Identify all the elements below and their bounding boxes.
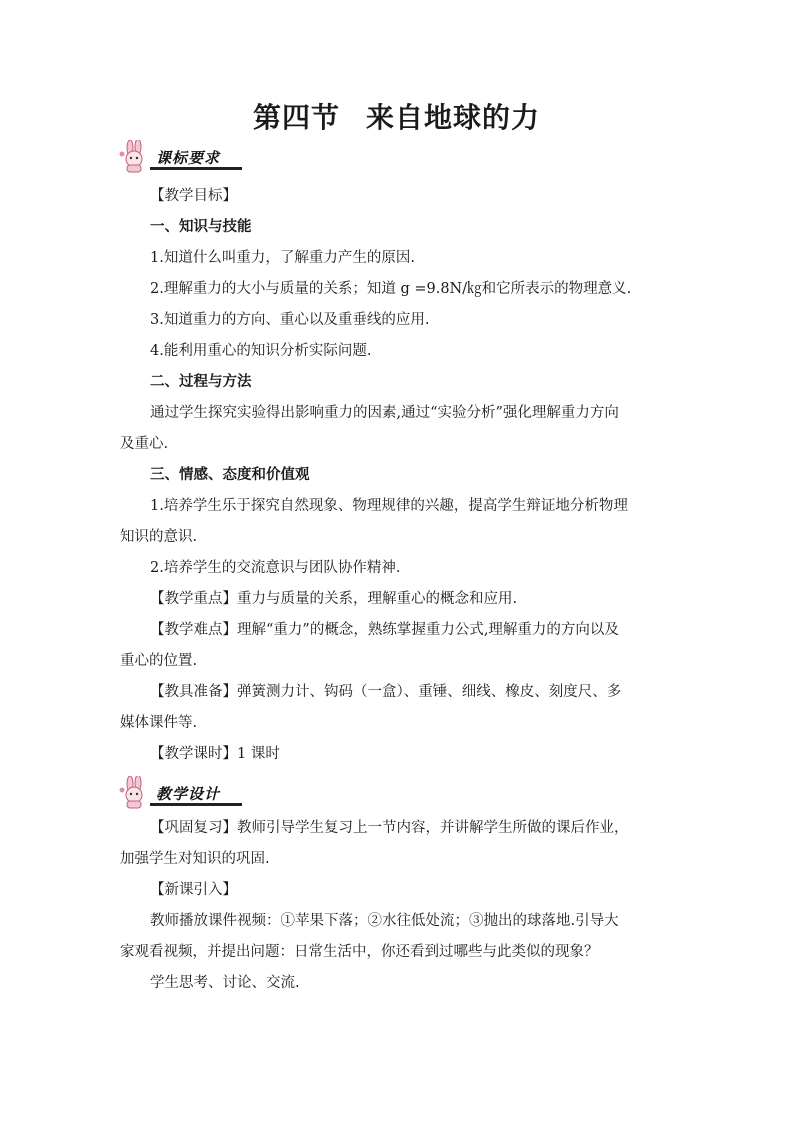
paragraph-line: 【巩固复习】教师引导学生复习上一节内容，并讲解学生所做的课后作业， [150,820,629,836]
paragraph-line: 【教学课时】1 课时 [150,746,280,762]
paragraph-line: 2.理解重力的大小与质量的关系；知道 g =9.8N/㎏和它所表示的物理意义. [150,281,632,297]
divider [150,167,242,170]
page-title: 第四节 来自地球的力 [252,101,541,134]
paragraph-line: 4.能利用重心的知识分析实际问题. [150,343,372,359]
paragraph-line: 学生思考、讨论、交流. [150,975,300,991]
paragraph-line: 加强学生对知识的巩固. [120,851,270,867]
paragraph-line: 知识的意识. [120,529,198,545]
divider [150,803,242,806]
section-header-kebiao [116,140,242,174]
paragraph-line: 2.培养学生的交流意识与团队协作精神. [150,560,401,576]
section-label: 教学设计 [156,785,221,803]
heading-new-lesson: 【新课引入】 [150,882,237,898]
heading-objectives: 【教学目标】 [150,188,237,204]
paragraph-line: 重心的位置. [120,653,198,669]
paragraph-line: 家观看视频，并提出问题：日常生活中，你还看到过哪些与此类似的现象？ [120,944,599,960]
paragraph-line: 【教学难点】理解“重力”的概念，熟练掌握重力公式,理解重力的方向以及 [150,622,619,638]
section-header-sheji [116,776,242,810]
section-label: 课标要求 [156,149,221,167]
paragraph-line: 通过学生探究实验得出影响重力的因素,通过“实验分析”强化理解重力方向 [150,405,619,421]
paragraph-line: 【教学重点】重力与质量的关系，理解重心的概念和应用. [150,591,518,607]
paragraph-line: 1.培养学生乐于探究自然现象、物理规律的兴趣，提高学生辩证地分析物理 [150,498,628,514]
paragraph-line: 【教具准备】弹簧测力计、钩码（一盒）、重锤、细线、橡皮、刻度尺、多 [150,684,622,700]
paragraph-line: 1.知道什么叫重力，了解重力产生的原因. [150,250,415,266]
paragraph-line: 及重心. [120,436,169,452]
subheading-attitude: 三、情感、态度和价值观 [150,467,310,483]
paragraph-line: 3.知道重力的方向、重心以及重垂线的应用. [150,312,430,328]
subheading-knowledge: 一、知识与技能 [150,219,252,235]
paragraph-line: 媒体课件等. [120,715,198,731]
subheading-process: 二、过程与方法 [150,374,252,390]
paragraph-line: 教师播放课件视频：①苹果下落；②水往低处流；③抛出的球落地.引导大 [150,913,619,929]
